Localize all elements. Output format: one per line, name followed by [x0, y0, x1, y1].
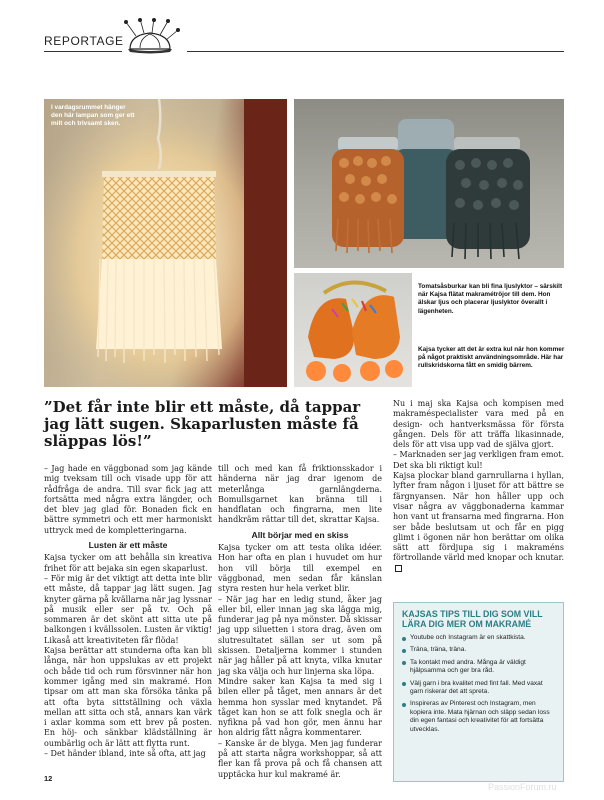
paragraph: Kajsa berättar att stunderna ofta kan bli långa, när hon uppslukas av ett projekt och både tid och rum försvinner när hon kommer igång med sin makramé. Hon tipsar om att man ska försöka tänka på att ofta byta sittställning och växla mellan att sitta och stå, annars kan värk i axlar komma som ett brev på posten. En höj- och sänkbar klädställning är oumbärlig och är lätt att flytta runt. [44, 646, 212, 748]
lamp-illustration [44, 99, 287, 387]
watermark: PassionForum.ru [488, 782, 557, 792]
jars-caption: Tomatsåsburkar kan bli fina ljuslyktor – särskilt när Kajsa flätat makramétröjor till dem. Hon älskar ljus och placerar ljuslyktor överallt i lägenheten. [418, 283, 563, 315]
tip-item: Inspireras av Pinterest och Instagram, men kopiera inte. Mata hjärnan och släpp sedan loss din egen fantasi och kreativitet för att fortsätta utvecklas. [402, 700, 557, 734]
article-column-3 [393, 399, 564, 574]
jars-illustration [294, 99, 564, 268]
paragraph [393, 471, 564, 574]
tip-item: Ta kontakt med andra. Många är väldigt hjälpsamma och ger bra råd. [402, 659, 557, 676]
jars-photo [294, 99, 564, 268]
pincushion-icon [116, 18, 184, 54]
header-rule [44, 51, 122, 52]
paragraph: Mindre saker kan Kajsa ta med sig i bilen eller på tåget, men annars är det hemma hon sysslar med knytandet. På tåget kan hon se att folk snegla och är nyfikna på vad hon gör, men ännu har hon aldrig fått några kommentarer. [218, 676, 382, 738]
paragraph: – När jag har en ledig stund, åker jag eller bil, eller innan jag ska lägga mig, funderar jag på nya mönster. Då skissar jag upp siluetten i stora drag, även om slutresultatet sällan ser ut som på skissen. Detaljerna kommer i stunden när jag håller på att knyta, vilka knutar jag ska välja och hur linjerna ska löpa. [218, 594, 382, 676]
article-column-2 [218, 464, 382, 780]
paragraph: – Kanske är de blyga. Men jag funderar på att starta några workshoppar, så att fler kan få prova på och få chansen att upptäcka hur kul makramé är. [218, 738, 382, 779]
paragraph: Kajsa tycker om att testa olika idéer. Hon har ofta en plan i huvudet om hur hon vill börja till exempel en väggbonad, men sedan får känslan styra resten hur hela verket blir. [218, 543, 382, 594]
subheading: Allt börjar med en skiss [251, 529, 349, 540]
section-title: REPORTAGE [44, 34, 124, 48]
paragraph-text: Kajsa plockar bland garnrullarna i hyllan, lyfter fram någon i ljuset för att bättre se färgnyansen. När hon håller upp och visar några av väggbonaderna kammar hon vant ut fransarna med fingrarna. Hon ser både beslutsam ut och får en pigg glimt i ögonen när hon berättar om olika sätt att fördjupa sig i makraméns förtrollande värld med knopar och knutar. [393, 471, 564, 563]
paragraph: Kajsa tycker om att behålla sin kreativa frihet för att bejaka sin egen skaparlust. [44, 553, 212, 573]
page-number: 12 [44, 774, 53, 783]
tip-item: Välj garn i bra kvalitet med fint fall. Med vaxat garn riskerar det att spreta. [402, 680, 557, 697]
tips-title: KAJSAS TIPS TILL DIG SOM VILL LÄRA DIG MER OM MAKRAMÉ [402, 609, 543, 629]
roller-skates-photo [294, 273, 412, 387]
skates-caption: Kajsa tycker att det är extra kul när hon kommer på något praktiskt användningsområde. Här har rullskridskorna fått en smidig bärrem. [418, 346, 565, 370]
paragraph: Nu i maj ska Kajsa och kompisen med makraméspecialister vara med på en design- och hantverksmässa för första gången. Dels för att träffa likasinnade, dels för att visa upp vad de själva gjort. [393, 399, 564, 450]
subheading: Lusten är ett måste [88, 540, 168, 551]
tip-item: Youtube och Instagram är en skattkista. [402, 634, 557, 642]
article-column-1 [44, 464, 212, 759]
page-header [44, 26, 564, 58]
paragraph: – För mig är det viktigt att detta inte blir ett måste, då tappar jag lätt sugen. Jag knyter gärna på kvällarna när jag lyssnar på musik eller ser på tv. Och på sommaren är det skönt att sitta ute på balkongen i kvällssolen. Lusten är viktig! Likaså att kreativiteten får flöda! [44, 573, 212, 645]
end-mark-icon [395, 565, 402, 572]
tip-item: Träna, träna, träna. [402, 646, 557, 654]
header-rule [187, 51, 564, 52]
pull-quote: ”Det får inte blir ett måste, då tappar jag lätt sugen. Skaparlusten måste få släppas lös!” [44, 398, 361, 450]
paragraph: – Marknaden ser jag verkligen fram emot. Det ska bli riktigt kul! [393, 450, 564, 470]
lamp-caption: I vardagsrummet hänger den här lampan som ger ett milt och trivsamt sken. [51, 104, 135, 128]
paragraph: – Jag hade en väggbonad som jag kände mig tveksam till och visade upp för att rådfråga de andra. Till svar fick jag att fortsätta med några extra längder, och det blev jag glad för. Bonaden fick en bättre symmetri och ett mer harmoniskt uttryck med de kompletteringarna. [44, 464, 212, 535]
tips-list [402, 634, 557, 734]
paragraph: – Det händer ibland, inte så ofta, att jag [44, 749, 206, 759]
skates-illustration [294, 273, 412, 387]
lamp-photo [44, 99, 287, 387]
tips-box [393, 602, 564, 782]
paragraph: till och med kan få friktionsskador i händerna när jag drar igenom de meterlånga garnlängderna. Bomullsgarnet kan bränna till i handflatan och fingrarna, men lite handkräm rättar till det, skrattar Kajsa. [218, 464, 382, 525]
